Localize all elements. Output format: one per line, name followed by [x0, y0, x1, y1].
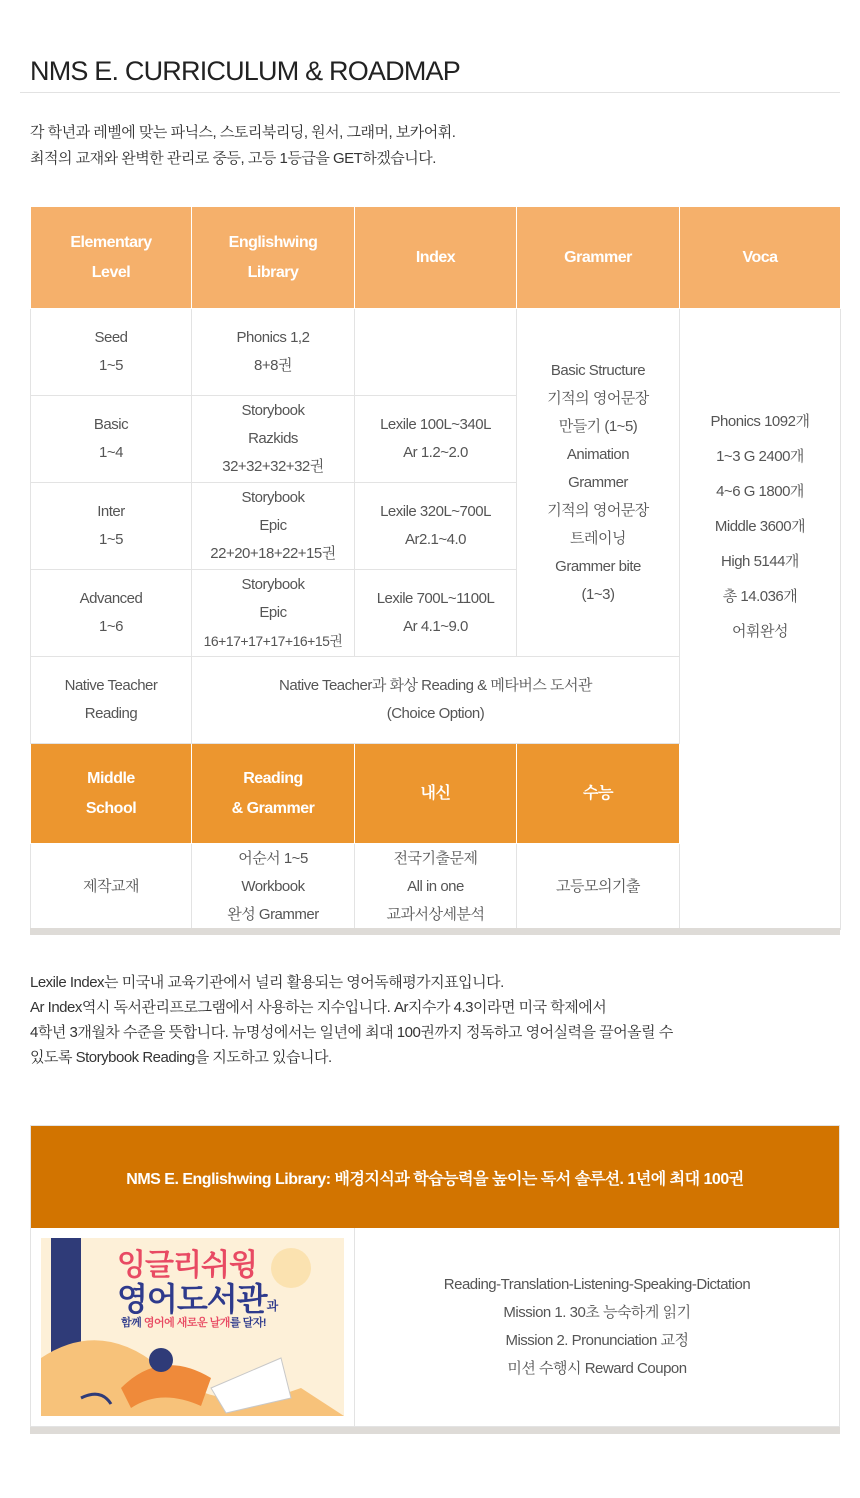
level-cell: Advanced 1~6	[31, 570, 192, 657]
index-cell: Lexile 700L~1100L Ar 4.1~9.0	[355, 570, 517, 657]
page-title: NMS E. CURRICULUM & ROADMAP	[30, 56, 460, 86]
middle-col2-cell: 어순서 1~5 Workbook 완성 Grammer	[192, 844, 355, 930]
promo-title-1: 잉글리쉬윙	[117, 1249, 257, 1282]
table-bottom-bar	[30, 928, 840, 935]
header-reading-grammer: Reading & Grammer	[192, 744, 355, 844]
explain-line: 4학년 3개월차 수준을 뜻합니다. 뉴명성에서는 일년에 최대 100권까지 정독하고 영어실력을 끌어올릴 수	[30, 1024, 673, 1041]
library-line: Mission 1. 30초 능숙하게 읽기	[503, 1304, 691, 1321]
library-cell: Phonics 1,2 8+8권	[192, 309, 355, 396]
header-elementary-level: Elementary Level	[31, 207, 192, 309]
level-cell: Seed 1~5	[31, 309, 192, 396]
curriculum-table	[30, 206, 841, 930]
explain-text	[30, 970, 673, 1070]
middle-header-row	[31, 744, 841, 844]
explain-line: Lexile Index는 미국내 교육기관에서 널리 활용되는 영어독해평가지표입니다.	[30, 974, 504, 991]
intro-text	[30, 120, 455, 172]
library-line: Mission 2. Pronunciation 교정	[505, 1332, 689, 1349]
intro-line: 각 학년과 레벨에 맞는 파닉스, 스토리북리딩, 원서, 그래머, 보카어휘.	[30, 124, 456, 141]
table-header-row	[31, 207, 841, 309]
table-row-seed	[31, 309, 841, 396]
index-cell-empty	[355, 309, 517, 396]
header-grammer: Grammer	[517, 207, 680, 309]
native-label-cell: Native Teacher Reading	[31, 657, 192, 744]
level-cell: Basic 1~4	[31, 396, 192, 483]
library-line: Reading-Translation-Listening-Speaking-Dictation	[443, 1276, 751, 1293]
explain-line: Ar Index역시 독서관리프로그램에서 사용하는 지수입니다. Ar지수가 4.3이라면 미국 학제에서	[30, 999, 607, 1016]
intro-line: 최적의 교재와 완벽한 관리로 중등, 고등 1등급을 GET하겠습니다.	[30, 150, 436, 167]
middle-col1-cell: 제작교재	[31, 844, 192, 930]
library-image-cell	[31, 1228, 355, 1426]
library-promo-image	[41, 1238, 344, 1416]
explain-line: 있도록 Storybook Reading을 지도하고 있습니다.	[30, 1049, 332, 1066]
voca-continuation-cell	[680, 744, 841, 844]
voca-continuation-cell	[680, 844, 841, 930]
middle-row	[31, 844, 841, 930]
grammer-cell: Basic Structure 기적의 영어문장 만들기 (1~5) Animation Grammer 기적의 영어문장 트레이닝 Grammer bite (1~3)	[517, 309, 680, 657]
header-suneung: 수능	[517, 744, 680, 844]
native-value-cell: Native Teacher과 화상 Reading & 메타버스 도서관 (Choice Option)	[192, 657, 680, 744]
header-index: Index	[355, 207, 517, 309]
promo-subtitle: 함께 영어에 새로운 날개를 달자!	[121, 1317, 267, 1329]
library-line: 미션 수행시 Reward Coupon	[507, 1360, 687, 1377]
header-englishwing-library: Englishwing Library	[192, 207, 355, 309]
library-cell: Storybook Razkids 32+32+32+32권	[192, 396, 355, 483]
library-bottom-bar	[30, 1427, 840, 1434]
voca-cell: Phonics 1092개 1~3 G 2400개 4~6 G 1800개 Middle 3600개 High 5144개 총 14.036개 어휘완성	[680, 309, 841, 744]
title-divider	[20, 92, 840, 93]
middle-col3-cell: 전국기출문제 All in one 교과서상세분석	[355, 844, 517, 930]
library-header: NMS E. Englishwing Library: 배경지식과 학습능력을 높이는 독서 솔루션. 1년에 최대 100권	[31, 1126, 839, 1228]
level-cell: Inter 1~5	[31, 483, 192, 570]
header-naesin: 내신	[355, 744, 517, 844]
header-middle-school: Middle School	[31, 744, 192, 844]
index-cell: Lexile 100L~340L Ar 1.2~2.0	[355, 396, 517, 483]
header-voca: Voca	[680, 207, 841, 309]
promo-title-2: 영어도서관과	[117, 1281, 278, 1317]
middle-col4-cell: 고등모의기출	[517, 844, 680, 930]
library-description	[355, 1228, 839, 1426]
library-cell: Storybook Epic 22+20+18+22+15권	[192, 483, 355, 570]
library-box	[30, 1125, 840, 1427]
library-cell: Storybook Epic 16+17+17+17+16+15권	[192, 570, 355, 657]
index-cell: Lexile 320L~700L Ar2.1~4.0	[355, 483, 517, 570]
